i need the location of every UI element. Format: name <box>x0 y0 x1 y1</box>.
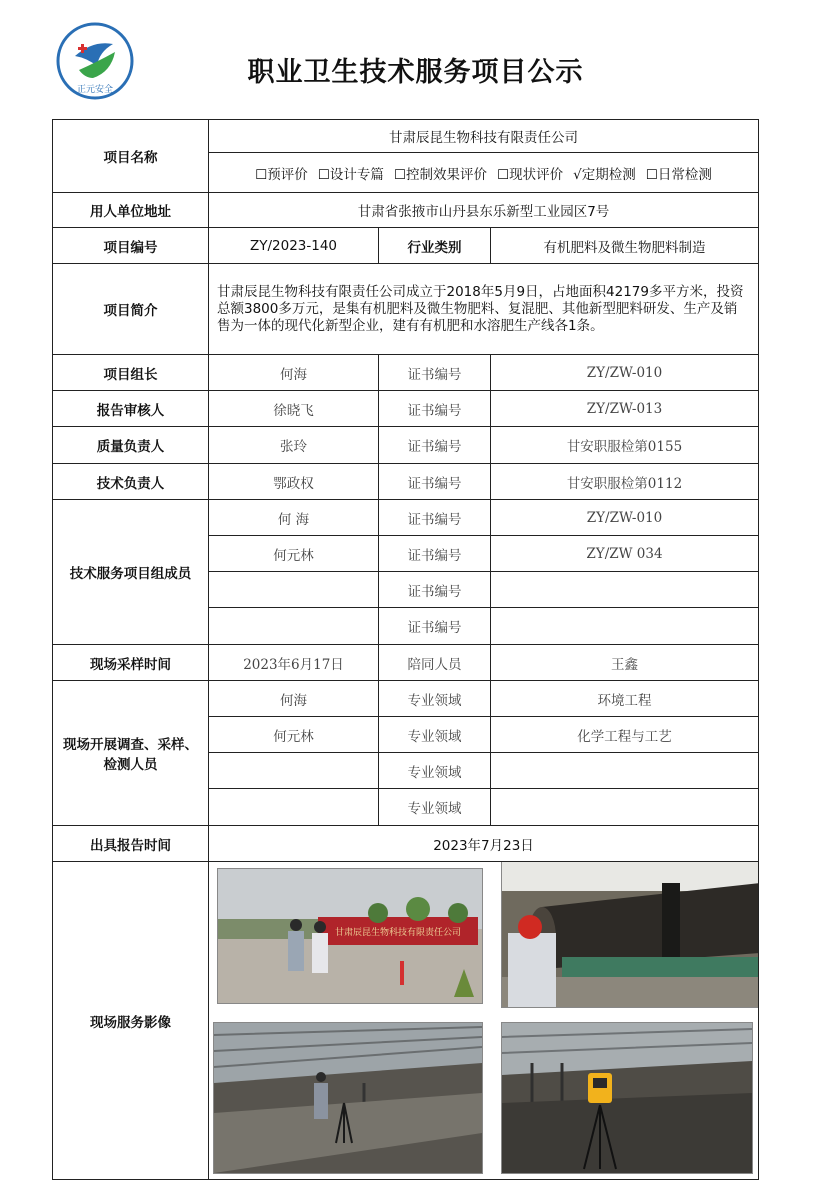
project-name-label: 项目名称 <box>53 120 209 193</box>
members-label: 技术服务项目组成员 <box>53 500 209 645</box>
leader-label: 项目组长 <box>53 355 209 391</box>
member-name: 何元林 <box>209 536 379 572</box>
sampling-date: 2023年6月17日 <box>209 645 379 681</box>
eval-type-status: ☐现状评价 <box>497 166 564 183</box>
leader-name: 何海 <box>209 355 379 391</box>
quality-label: 质量负责人 <box>53 427 209 464</box>
report-time-label: 出具报告时间 <box>53 826 209 862</box>
field-label: 专业领域 <box>379 753 491 789</box>
member-cert: ZY/ZW-010 <box>491 500 759 536</box>
project-no-value: ZY/2023-140 <box>209 228 379 264</box>
member-cert <box>491 572 759 608</box>
cert-label: 证书编号 <box>379 500 491 536</box>
rotary-dryer-photo <box>501 862 759 1009</box>
field-staff-label: 现场开展调查、采样、检测人员 <box>53 681 209 826</box>
gate-sign-text: 甘肃辰昆生物科技有限责任公司 <box>334 928 462 938</box>
cert-label: 证书编号 <box>379 536 491 572</box>
address-label: 用人单位地址 <box>53 193 209 228</box>
project-no-label: 项目编号 <box>53 228 209 264</box>
photos-label: 现场服务影像 <box>53 862 209 1180</box>
field-staff-name: 何元林 <box>209 717 379 753</box>
industry-value: 有机肥料及微生物肥料制造 <box>491 228 759 264</box>
field-label: 专业领域 <box>379 717 491 753</box>
workshop-sampling-photo <box>213 1022 483 1174</box>
accompany-name: 王鑫 <box>491 645 759 681</box>
eval-type-design: ☐设计专篇 <box>317 166 384 183</box>
field-staff-field <box>491 753 759 789</box>
field-staff-field: 环境工程 <box>491 681 759 717</box>
report-date: 2023年7月23日 <box>209 826 759 862</box>
field-label: 专业领域 <box>379 681 491 717</box>
cert-label: 证书编号 <box>379 608 491 645</box>
photos-cell <box>209 862 759 1180</box>
address-value: 甘肃省张掖市山丹县东乐新型工业园区7号 <box>209 193 759 228</box>
member-cert: ZY/ZW 034 <box>491 536 759 572</box>
eval-type-pre: ☐预评价 <box>255 166 308 183</box>
eval-type-periodic: √定期检测 <box>573 166 636 183</box>
eval-type-daily: ☐日常检测 <box>645 166 712 183</box>
page-title: 职业卫生技术服务项目公示 <box>247 57 584 88</box>
tech-lead-cert: 甘安职服检第0112 <box>491 464 759 500</box>
reviewer-label: 报告审核人 <box>53 391 209 427</box>
field-staff-field <box>491 789 759 826</box>
cert-label: 证书编号 <box>379 464 491 500</box>
detector-tripod-photo <box>501 1022 753 1174</box>
leader-cert: ZY/ZW-010 <box>491 355 759 391</box>
reviewer-name: 徐晓飞 <box>209 391 379 427</box>
cert-label: 证书编号 <box>379 572 491 608</box>
member-name <box>209 608 379 645</box>
site-gate-photo <box>217 868 483 1004</box>
accompany-label: 陪同人员 <box>379 645 491 681</box>
reviewer-cert: ZY/ZW-013 <box>491 391 759 427</box>
member-name: 何 海 <box>209 500 379 536</box>
quality-cert: 甘安职服检第0155 <box>491 427 759 464</box>
cert-label: 证书编号 <box>379 391 491 427</box>
field-staff-field: 化学工程与工艺 <box>491 717 759 753</box>
cert-label: 证书编号 <box>379 355 491 391</box>
field-staff-name: 何海 <box>209 681 379 717</box>
quality-name: 张玲 <box>209 427 379 464</box>
field-staff-name <box>209 789 379 826</box>
intro-label: 项目简介 <box>53 264 209 355</box>
eval-type-control: ☐控制效果评价 <box>393 166 487 183</box>
member-cert <box>491 608 759 645</box>
member-name <box>209 572 379 608</box>
tech-lead-label: 技术负责人 <box>53 464 209 500</box>
industry-label: 行业类别 <box>379 228 491 264</box>
field-staff-name <box>209 753 379 789</box>
sampling-time-label: 现场采样时间 <box>53 645 209 681</box>
intro-text: 甘肃辰昆生物科技有限责任公司成立于2018年5月9日，占地面积42179多平方米，投资总额3800多万元，是集有机肥料及微生物肥料、复混肥、其他新型肥料研发、生产及销售为一体的现代化新型企业，建有有机肥和水溶肥生产线各1条。 <box>209 264 759 355</box>
cert-label: 证书编号 <box>379 427 491 464</box>
company-name: 甘肃辰昆生物科技有限责任公司 <box>209 120 759 153</box>
evaluation-type-checkboxes <box>209 153 759 193</box>
field-label: 专业领域 <box>379 789 491 826</box>
project-table <box>52 119 759 1180</box>
tech-lead-name: 鄂政权 <box>209 464 379 500</box>
logo-text: 正元安全 <box>76 85 114 95</box>
